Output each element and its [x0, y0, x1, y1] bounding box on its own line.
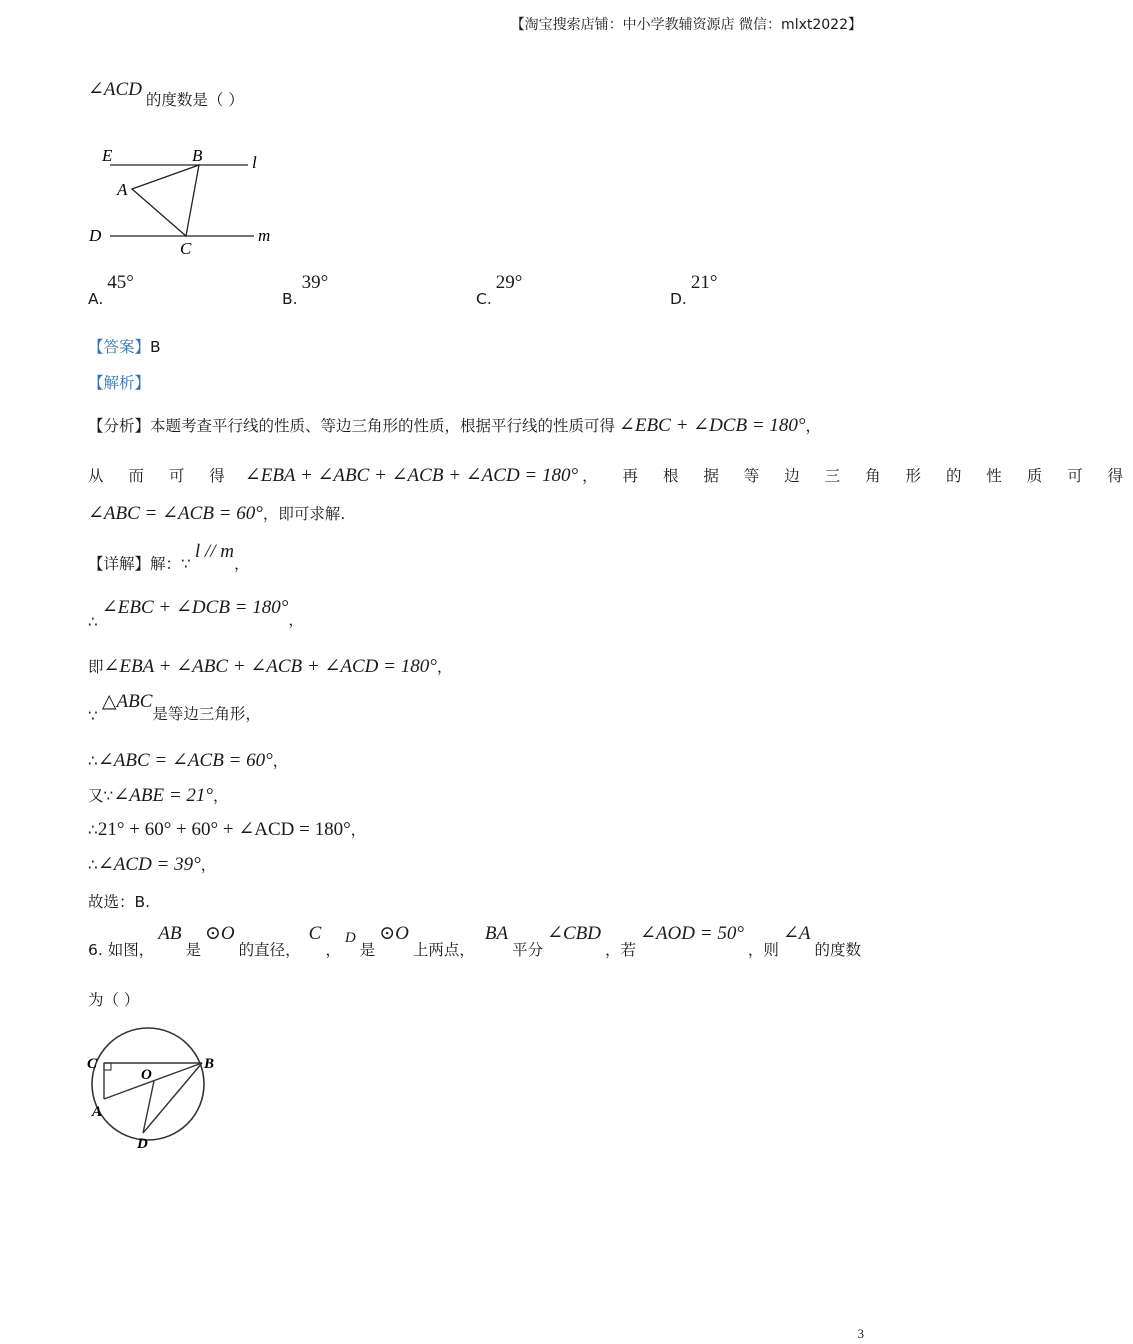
q6-t1: 是	[185, 941, 201, 959]
option-c-value: 29°	[495, 272, 523, 293]
label-c-q6: C	[87, 1056, 98, 1072]
q6-t4: 是	[359, 941, 376, 959]
q6-t6: 平分	[512, 941, 544, 959]
step-3	[88, 690, 261, 725]
step-6	[88, 818, 366, 841]
q6-t8: ，则	[747, 941, 779, 959]
label-a: A	[117, 180, 128, 199]
conclusion	[88, 890, 150, 912]
label-d-q6: D	[137, 1136, 148, 1152]
step-2-math: ∠EBA + ∠ABC + ∠ACB + ∠ACD = 180°	[103, 656, 437, 677]
step-1-suffix: ，	[288, 611, 304, 629]
step-4-prefix: ∴	[88, 752, 98, 770]
q6-t7: ，若	[605, 941, 637, 959]
q6-a: ∠A	[782, 923, 811, 944]
fenxi-line3-text: ，即可求解.	[262, 505, 346, 523]
label-d: D	[89, 226, 102, 245]
conclusion-text: 故选：B.	[88, 893, 151, 911]
label-b-q6: B	[204, 1056, 215, 1072]
step-7-math: ∠ACD = 39°	[97, 854, 201, 875]
q6-ab: AB	[158, 923, 182, 944]
fenxi-line2-a: 从 而 可 得	[88, 467, 235, 485]
step-4-suffix: ，	[272, 752, 289, 770]
q6-line2: 为（ ）	[88, 991, 140, 1009]
answer-line	[88, 335, 161, 357]
option-a[interactable]	[88, 272, 134, 308]
step-7	[88, 853, 216, 876]
stem-math: ∠ACD	[88, 79, 142, 100]
label-l: l	[252, 153, 257, 172]
step-2-suffix: ，	[436, 658, 453, 676]
step-5-math: ∠ABE = 21°	[113, 785, 214, 806]
q6-t2: 的直径，	[238, 941, 301, 959]
step-1	[88, 596, 304, 631]
page-header: 【淘宝搜索店铺：中小学教辅资源店 微信：mlxt2022】	[510, 17, 862, 33]
option-a-letter: A.	[88, 290, 104, 308]
fenxi-line2-math: ∠EBA + ∠ABC + ∠ACB + ∠ACD = 180°	[244, 465, 579, 486]
analysis-line	[88, 371, 150, 393]
stem-text: 的度数是（ ）	[145, 91, 244, 109]
step-5-prefix: 又∵	[88, 787, 114, 805]
q6-circle-o: ⊙O	[204, 923, 235, 944]
q6-circle-o-2: ⊙O	[379, 923, 409, 944]
step-6-suffix: ，	[350, 821, 367, 839]
label-e: E	[102, 146, 113, 165]
option-c[interactable]	[476, 272, 523, 308]
detail-math: l // m	[194, 541, 234, 562]
step-4-math: ∠ABC = ∠ACB = 60°	[97, 750, 273, 771]
q6-t5: 上两点，	[412, 941, 475, 959]
detail-text: 解：∵	[150, 555, 191, 573]
fenxi-tag: 【分析】	[88, 417, 151, 435]
label-o-q6: O	[141, 1067, 152, 1083]
label-m: m	[258, 226, 271, 245]
q6-t3: ，	[325, 941, 341, 959]
q6-d: D	[344, 930, 356, 946]
step-6-math: 21° + 60° + 60° + ∠ACD = 180°	[97, 819, 351, 840]
fenxi-comma: ，	[805, 417, 822, 435]
fenxi-line-3	[88, 502, 345, 525]
option-a-value: 45°	[107, 272, 134, 293]
detail-comma: ，	[233, 555, 250, 573]
detail-tag: 【详解】	[88, 555, 151, 573]
segment-od	[143, 1081, 154, 1133]
answer-value: B	[150, 338, 161, 356]
triangle-abc	[132, 165, 199, 236]
q6-stem-2	[88, 988, 139, 1010]
right-angle-mark	[104, 1063, 111, 1070]
step-4	[88, 749, 288, 772]
step-2	[88, 655, 452, 678]
fenxi-math: ∠EBC + ∠DCB = 180°	[619, 415, 806, 436]
option-b-value: 39°	[301, 272, 329, 293]
answer-tag: 【答案】	[88, 338, 151, 356]
detail-line	[88, 540, 250, 573]
q6-cbd: ∠CBD	[547, 923, 602, 944]
q6-number: 6. 如图，	[88, 941, 155, 959]
option-b-letter: B.	[282, 290, 298, 308]
option-b[interactable]	[282, 272, 329, 308]
option-d[interactable]	[670, 272, 718, 308]
step-3-suffix: 是等边三角形，	[152, 705, 261, 723]
step-2-prefix: 即	[88, 658, 104, 676]
step-1-prefix: ∴	[88, 613, 98, 631]
fenxi-line2-b: ， 再 根 据 等 边 三 角 形 的 性 质 可 得	[582, 467, 1133, 485]
fenxi-line	[88, 414, 821, 437]
step-6-prefix: ∴	[88, 821, 98, 839]
q6-c: C	[308, 923, 322, 944]
fenxi-text: 本题考查平行线的性质、等边三角形的性质，根据平行线的性质可得	[150, 417, 616, 435]
q6-figure	[84, 1024, 224, 1152]
fenxi-line3-math: ∠ABC = ∠ACB = 60°	[88, 503, 263, 524]
q5-figure	[86, 142, 286, 260]
step-7-prefix: ∴	[88, 856, 98, 874]
option-c-letter: C.	[476, 290, 492, 308]
q6-stem	[88, 922, 861, 959]
step-7-suffix: ，	[200, 856, 217, 874]
step-5-suffix: ，	[213, 787, 229, 805]
step-3-prefix: ∵	[88, 707, 98, 725]
q6-t9: 的度数	[814, 941, 861, 959]
step-3-math: △ABC	[101, 691, 153, 712]
q6-ba: BA	[484, 923, 509, 944]
option-d-letter: D.	[670, 290, 687, 308]
q5-stem	[88, 78, 244, 109]
label-c: C	[180, 239, 192, 258]
circle-o	[92, 1028, 204, 1140]
q6-aod: ∠AOD = 50°	[640, 923, 744, 944]
label-b: B	[192, 146, 203, 165]
step-5	[88, 784, 229, 807]
page-number: 3	[857, 1326, 864, 1341]
label-a-q6: A	[92, 1104, 103, 1120]
step-1-math: ∠EBC + ∠DCB = 180°	[101, 597, 289, 618]
fenxi-line-2	[88, 464, 1133, 487]
option-d-value: 21°	[690, 272, 718, 293]
analysis-tag: 【解析】	[88, 374, 151, 392]
